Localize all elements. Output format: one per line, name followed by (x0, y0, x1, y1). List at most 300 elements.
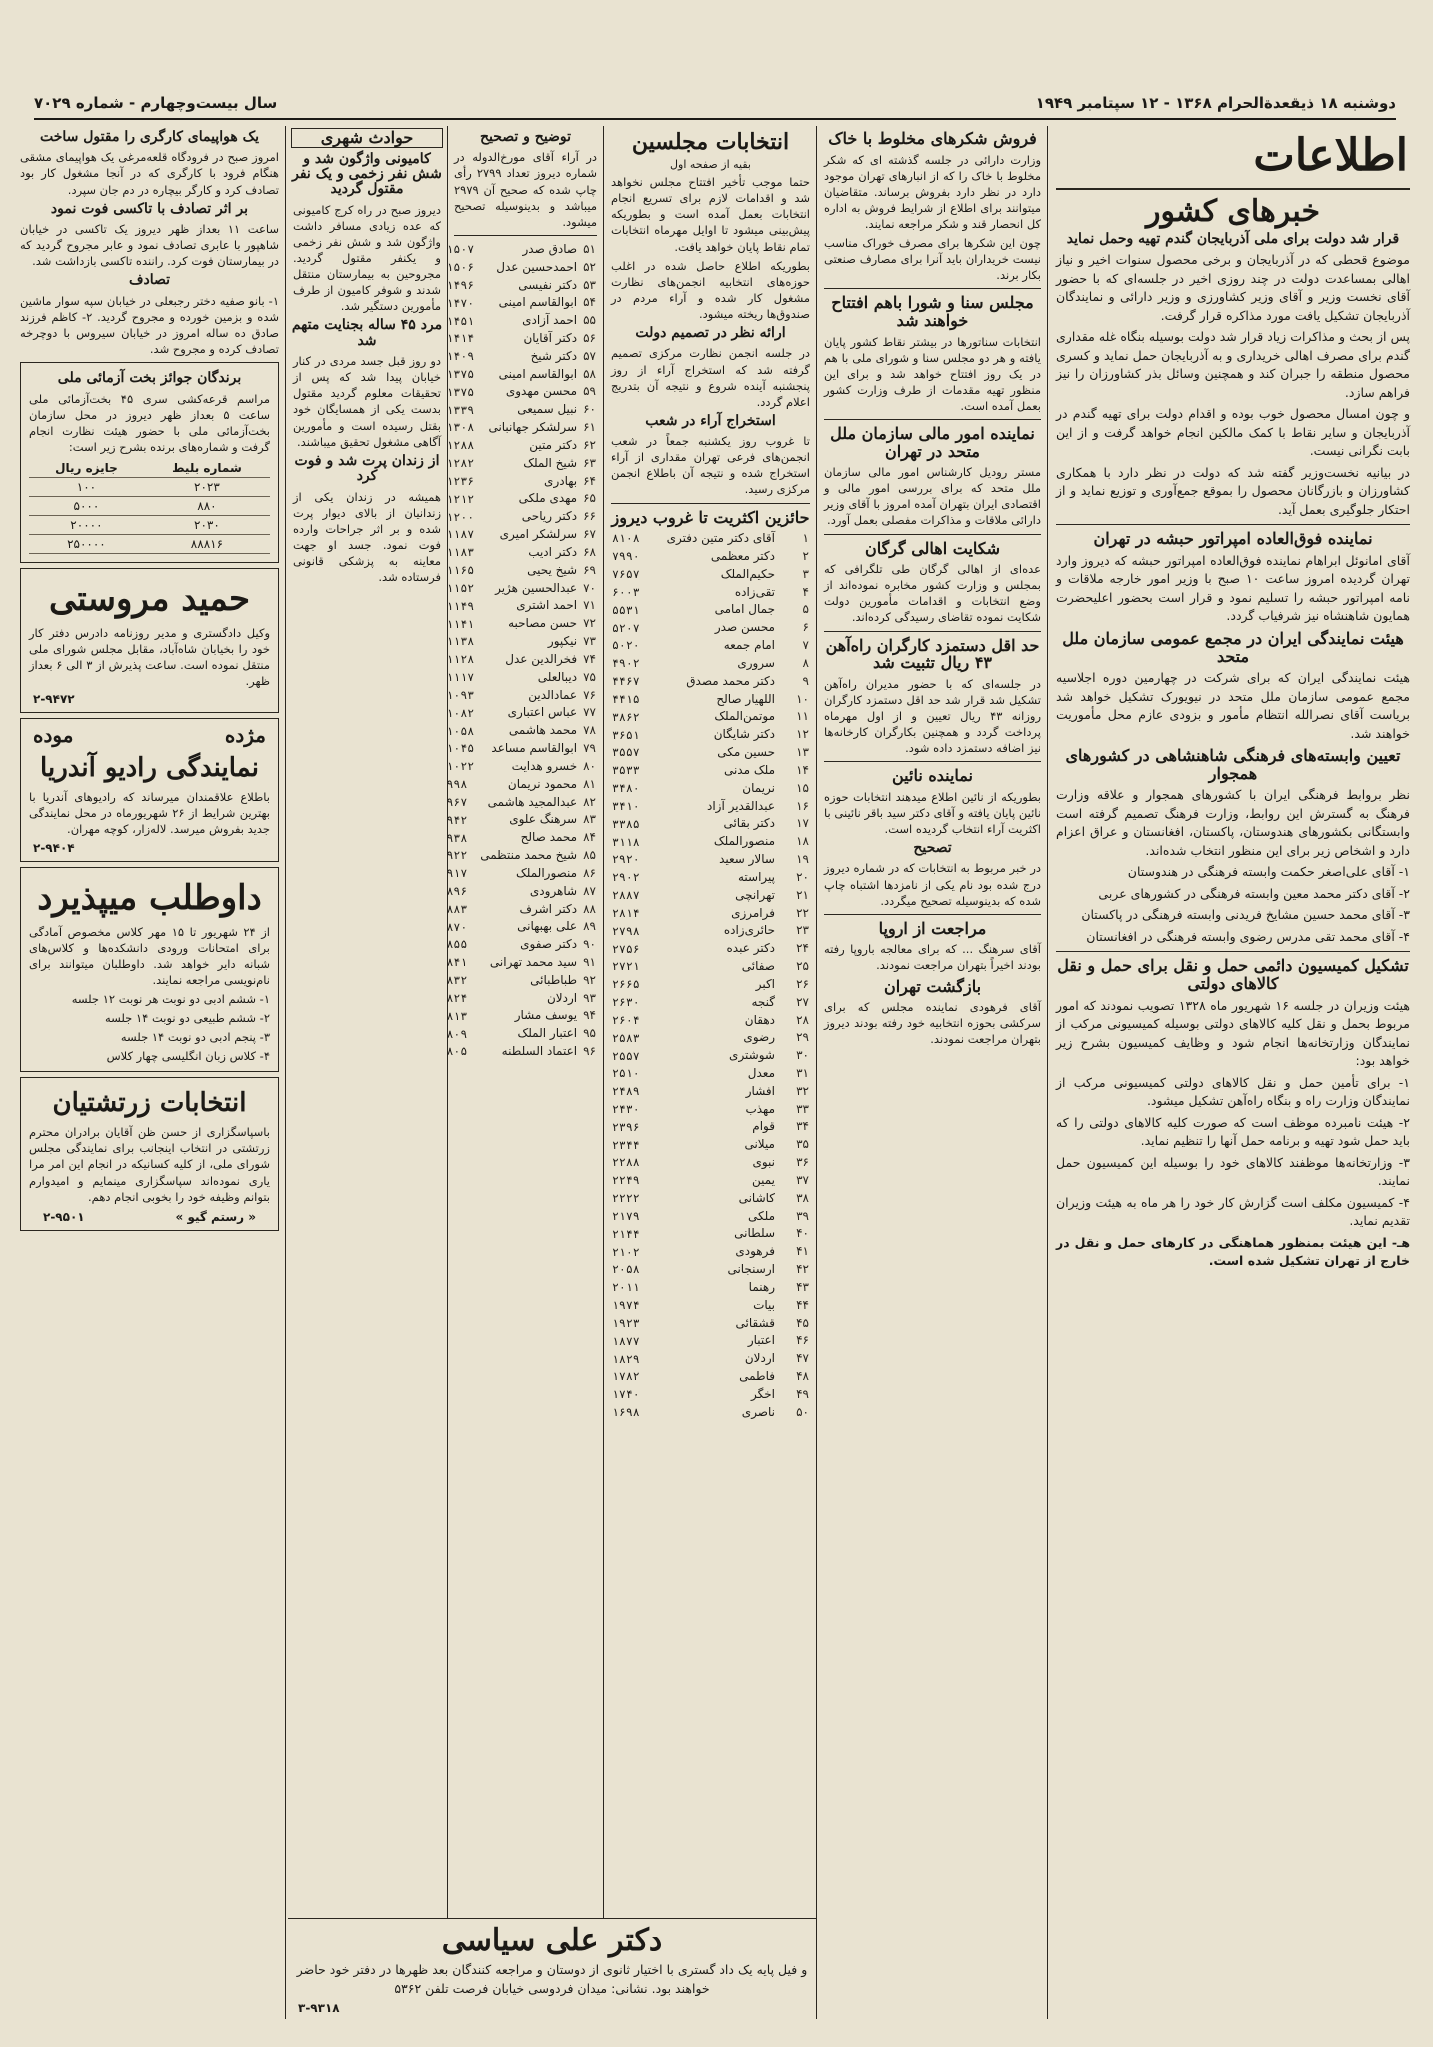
candidate-name: ارسنجانی (727, 1262, 775, 1277)
row-index: ۲۶ (796, 976, 809, 991)
candidate-name: دکتر معظمی (710, 548, 775, 563)
vote-count: ۱۶۹۸ (612, 1405, 640, 1420)
row-index: ۶ (802, 620, 809, 635)
ad-title: انتخابات زرتشتیان (52, 1088, 247, 1119)
table-row (609, 1315, 812, 1333)
table-row (443, 758, 599, 776)
table-header: شماره بلیط (144, 459, 270, 478)
ad-text: وکیل دادگستری و مدیر روزنامه دادرس دفتر کار خود را بخیابان شاه‌آباد، مقابل مجلس شورای ملی منتقل نموده است. ساعت پذیرش از ۳ الی ۶ بعداز ظهر. (29, 625, 270, 689)
column-rule (1047, 126, 1048, 2019)
article-title: مجلس سنا و شورا باهم افتتاح خواهند شد (831, 293, 1034, 330)
table-row (443, 526, 599, 544)
table-row (443, 776, 599, 794)
masthead: اطلاعات (1253, 130, 1408, 181)
vote-count: ۱۸۲۹ (612, 1351, 640, 1366)
vote-count: ۲۱۷۹ (612, 1208, 640, 1223)
article-text: بطوریکه از نائین اطلاع میدهند انتخابات حوزه نائین پایان یافته و آقای دکتر سید باقر نائینی با اکثریت آراء انتخاب گردیده است. (824, 789, 1041, 836)
row-index: ۹۳ (583, 990, 596, 1005)
article-text: آقای سرهنگ ... که برای معالجه باروپا رفته بودند اخیراً بتهران مراجعت نمودند. (824, 942, 1041, 973)
table-row (443, 740, 599, 758)
candidate-name: دکتر صفوی (520, 937, 578, 952)
table-row (609, 1172, 812, 1190)
candidate-name: نبوی (752, 1155, 775, 1170)
row-index: ۲۳ (796, 923, 809, 938)
table-row (609, 655, 812, 673)
vote-count: ۲۵۵۷ (612, 1048, 640, 1063)
vote-count: ۳۳۸۵ (612, 816, 640, 831)
row-index: ۴۸ (796, 1369, 809, 1384)
advertisement (20, 568, 279, 713)
row-index: ۵۶ (583, 331, 596, 345)
row-index: ۱ (802, 531, 809, 546)
table-cell: ۲۰۰۰۰ (29, 515, 144, 534)
divider (1056, 951, 1410, 952)
candidate-name: سید محمد تهرانی (489, 954, 578, 969)
vote-count: ۸۴۱ (446, 955, 468, 970)
candidate-name: احمد اشتری (516, 598, 578, 613)
candidate-name: امام جمعه (723, 638, 775, 653)
vote-count: ۱۳۷۵ (446, 384, 475, 399)
vote-count: ۱۰۲۲ (446, 759, 475, 774)
ad-code: ۲-۹۴۰۴ (33, 840, 75, 855)
city-events (287, 126, 447, 2019)
table-row (443, 936, 599, 954)
row-index: ۴۵ (796, 1315, 809, 1330)
table-row (443, 829, 599, 847)
vote-count: ۲۴۸۹ (612, 1084, 640, 1099)
vote-count: ۱۲۸۸ (446, 438, 475, 453)
candidate-name: جمال امامی (714, 602, 775, 617)
table-row (443, 294, 599, 312)
row-index: ۳ (802, 566, 809, 581)
vote-count: ۱۳۰۸ (446, 420, 475, 435)
candidate-name: سالار سعید (719, 852, 775, 867)
row-index: ۴۰ (796, 1226, 809, 1241)
row-index: ۶۵ (583, 491, 596, 506)
vote-count: ۸۹۶ (446, 884, 468, 898)
candidate-name: سرهنگ علوی (509, 812, 578, 827)
candidate-name: فاطمی (739, 1369, 775, 1384)
candidate-name: معدل (747, 1066, 775, 1080)
vote-count: ۱۴۱۴ (446, 331, 475, 346)
table-cell: ۲۰۲۳ (144, 477, 270, 496)
candidate-name: شاهرودی (529, 883, 578, 898)
article-text: ۱- بانو صفیه دختر رجبعلی در خیابان سپه سوار ماشین شده و بزمین خورده و مجروح گردید. ۲- کاظم فرزند صادق ده ساله امروز در خیابان سیروس با دوچرخه تصادف کرده و مجروح شد. (20, 293, 280, 357)
row-index: ۴۴ (796, 1297, 809, 1312)
candidate-name: قشقائی (735, 1315, 775, 1330)
row-index: ۳۵ (796, 1137, 809, 1152)
row-index: ۱۷ (796, 816, 809, 831)
article-title: ارائه نظر در تصمیم دولت (635, 325, 786, 342)
vote-count: ۹۱۷ (446, 866, 468, 881)
vote-count: ۳۱۱۸ (612, 834, 640, 849)
candidate-name: یمین (751, 1172, 775, 1187)
candidate-name: حائری‌زاده (723, 923, 775, 938)
vote-count: ۱۱۵۲ (446, 580, 475, 595)
vote-count: ۹۹۸ (446, 777, 468, 792)
row-index: ۳۱ (796, 1066, 809, 1080)
candidate-name: دکتر شیخ (530, 348, 578, 363)
vote-count: ۴۹۰۲ (612, 656, 640, 671)
article-title: از زندان پرت شد و فوت کرد (294, 452, 440, 485)
ad-corner-label: موده (33, 723, 74, 748)
vote-count: ۸۷۰ (446, 919, 468, 934)
vote-count: ۹۶۷ (446, 794, 468, 809)
row-index: ۶۲ (583, 437, 596, 452)
vote-count: ۷۹۹۰ (612, 549, 640, 564)
vote-count: ۱۸۷۷ (612, 1333, 640, 1348)
table-row (609, 584, 812, 602)
divider (824, 914, 1041, 915)
article-text: هیئت نمایندگی ایران که برای شرکت در چهارمین دوره اجلاسیه مجمع عمومی سازمان ملل متحد در نیویورک تشکیل خواهد شد بریاست آقای نصرالله انتظام مأمور و بزودی عازم محل مأموریت خواهند شد. (1056, 670, 1410, 741)
article-title: مراجعت از اروپا (878, 918, 987, 938)
article-title: تصحیح (913, 840, 952, 857)
table-row (609, 958, 812, 976)
candidate-name: اللهیار صالح (716, 691, 775, 706)
row-index: ۳۳ (796, 1101, 809, 1116)
list-item: ۱- برای تأمین حمل و نقل کالاهای دولتی کمیسیونی مرکب از نمایندگان وزارت راه و بنگاه راه‌آهن تشکیل میشود. (1056, 1074, 1410, 1109)
table-row (443, 883, 599, 901)
vote-count: ۱۰۵۸ (446, 723, 475, 738)
vote-count: ۲۴۳۰ (612, 1101, 640, 1116)
candidate-name: حسین مکی (717, 745, 775, 760)
ad-title: داوطلب میپذیرد (37, 877, 262, 918)
table-row (443, 1007, 599, 1025)
row-index: ۲۸ (796, 1012, 809, 1027)
column-ads (14, 126, 285, 2019)
article-text: بطوریکه اطلاع حاصل شده در اغلب حوزه‌های انتخابیه انجمن‌های نظارت مشغول کار شده و آراء مردم در صندوق‌ها ریخته میشود. (611, 258, 810, 321)
table-row (609, 619, 812, 637)
candidate-name: اعتماد السلطنه (501, 1044, 578, 1059)
row-index: ۱۳ (796, 745, 809, 760)
table-row (443, 651, 599, 669)
row-index: ۱۸ (796, 834, 809, 849)
table-row (609, 1404, 812, 1422)
list-item: ۳- آقای محمد حسین مشایخ فریدنی وابسته فرهنگی در پاکستان (1081, 907, 1410, 923)
candidate-name: خسرو هدایت (511, 758, 578, 773)
row-index: ۴۱ (796, 1244, 809, 1259)
table-row (443, 259, 599, 277)
candidate-name: نریمان (742, 780, 775, 795)
divider (824, 631, 1041, 632)
article-text: آقای فرهودی نماینده مجلس که برای سرکشی بحوزه انتخابیه خود رفته بودند دیروز بتهران مراجعت نمودند. (824, 1000, 1041, 1047)
table-row (443, 401, 599, 419)
ad-corner-label: مژده (224, 723, 266, 748)
table-row (609, 1136, 812, 1154)
candidate-name: دهقان (744, 1012, 775, 1027)
table-cell: ۵۰۰۰ (29, 496, 144, 515)
row-index: ۲۰ (796, 869, 809, 884)
table-row (609, 1101, 812, 1119)
table-row (609, 994, 812, 1012)
results-table (609, 530, 812, 1421)
article-text: ساعت ۱۱ بعداز ظهر دیروز یک تاکسی در خیابان شاهپور با عابری تصادف نمود و عابر مجروح گردید که در بیمارستان فوت کرد. راننده تاکسی بازداشت شد. (20, 222, 280, 269)
vote-count: ۱۱۶۵ (446, 563, 475, 578)
row-index: ۱۵ (796, 780, 809, 795)
vote-count: ۸۱۰۸ (612, 531, 640, 546)
candidate-name: اعتبار الملک (517, 1026, 578, 1041)
candidate-name: ابوالقاسم امینی (498, 366, 578, 381)
candidate-name: دیبالعلی (537, 669, 578, 684)
article-title: بر اثر تصادف با تاکسی فوت نمود (50, 200, 249, 217)
article-title: حائزین اکثریت تا غروب دیروز (611, 507, 810, 527)
vote-count: ۱۱۴۹ (446, 598, 475, 613)
vote-count: ۳۸۶۲ (612, 709, 640, 724)
candidate-name: شیخ محمد منتظمی (480, 848, 578, 863)
table-row (443, 722, 599, 740)
vote-count: ۳۴۸۰ (612, 781, 640, 796)
article-title: نماینده امور مالی سازمان ملل متحد در تهران (830, 424, 1035, 461)
candidate-name: اردلان (744, 1351, 775, 1366)
candidate-name: ناصری (741, 1404, 775, 1419)
list-item: ۴- کمیسیون مکلف است گزارش کار خود را هر ماه به هیئت وزیران تقدیم نماید. (1056, 1194, 1410, 1229)
row-index: ۹۶ (583, 1044, 596, 1059)
vote-count: ۳۴۱۰ (612, 798, 640, 813)
candidate-name: رضوی (743, 1030, 775, 1045)
ad-code: ۲-۹۴۷۲ (33, 692, 75, 707)
vote-count: ۴۴۶۷ (612, 674, 640, 689)
article-title: شکایت اهالی گرگان (864, 538, 1001, 558)
table-row (609, 815, 812, 833)
candidate-name: عبدالمجید هاشمی (487, 794, 578, 809)
row-index: ۲۱ (796, 887, 809, 902)
list-item: ۳- پنجم ادبی دو نوبت ۱۴ جلسه (120, 1030, 270, 1045)
row-index: ۶۷ (583, 527, 596, 542)
candidate-name: صادق صدر (522, 241, 578, 256)
article-text: هیئت وزیران در جلسه ۱۶ شهریور ماه ۱۳۲۸ تصویب نمودند که امور مربوط بحمل و نقل کلیه کالاهای دولتی بوسیله کمیسیونی مرکب از نمایندگان وزارتخانه‌ها انجام شود و وظایف کمیسیون بشرح زیر خواهد بود: (1056, 997, 1410, 1069)
advertisement-bottom (288, 1918, 816, 2019)
row-index: ۲۹ (796, 1030, 809, 1045)
vote-count: ۱۱۴۱ (446, 616, 475, 631)
row-index: ۵۹ (583, 384, 596, 399)
article-text: انتخابات سناتورها در بیشتر نقاط کشور پایان یافته و هر دو مجلس سنا و شورای ملی با هم در یک روز افتتاح خواهد شد و برای این منظور تهیه مقدمات از طرف وزارت کشور بعمل آمده است. (824, 334, 1041, 413)
row-index: ۸۹ (583, 919, 596, 934)
table-row (609, 1350, 812, 1368)
vote-count: ۱۱۸۷ (446, 527, 475, 542)
row-index: ۶۱ (583, 420, 596, 435)
table-row (609, 940, 812, 958)
table-row (609, 869, 812, 887)
vote-count: ۲۱۴۴ (612, 1226, 640, 1241)
candidate-name: شوشتری (729, 1048, 775, 1063)
row-index: ۳۹ (796, 1208, 809, 1223)
divider (1056, 188, 1410, 190)
table-row (443, 580, 599, 598)
candidate-name: دکتر اشرف (519, 901, 578, 916)
vote-count: ۵۵۳۱ (612, 602, 640, 617)
candidate-name: محمد صالح (520, 830, 578, 845)
ad-text: و فیل پایه یک داد گستری با اختیار ثانوی از دوستان و مراجعه کنندگان بعد ظهرها در دفتر خود حاضر خواهند بود. نشانی: میدان فردوسی خیابان فرصت تلفن ۵۳۶۲ (296, 1962, 808, 1996)
candidate-name: علی بهبهانی (517, 919, 578, 934)
row-index: ۸۰ (583, 758, 596, 773)
divider (824, 534, 1041, 535)
article-title: تصادف (128, 272, 171, 289)
row-index: ۳۴ (796, 1119, 809, 1134)
table-row (443, 348, 599, 366)
candidate-name: دکتر عبده (726, 941, 775, 956)
vote-count: ۲۹۲۰ (612, 852, 640, 867)
table-row (609, 744, 812, 762)
candidate-name: ملک مدنی (723, 762, 775, 777)
candidate-name: دکتر ادیب (528, 544, 578, 559)
row-index: ۸۵ (583, 848, 596, 863)
vote-count: ۱۵۰۶ (446, 260, 475, 275)
candidate-name: سرلشکر امیری (499, 527, 578, 542)
article-text: امروز صبح در فرودگاه قلعه‌مرغی یک هواپیمای مشقی هنگام فرود با کارگری که در آنجا مشغول کار بود تصادف کرد و کارگر بیچاره در دم جان سپرد. (20, 150, 279, 197)
table-row (609, 1083, 812, 1101)
candidate-name: محمود نریمان (507, 776, 578, 791)
table-row (609, 1190, 812, 1208)
list-item: ۱- آقای علی‌اصغر حکمت وابسته فرهنگی در هندوستان (1127, 864, 1410, 880)
table-row (609, 548, 812, 566)
vote-count: ۵۲۰۷ (612, 620, 640, 635)
candidate-name: شیخ یحیی (527, 562, 578, 577)
vote-count: ۲۲۴۹ (612, 1173, 640, 1188)
article-title: توضیح و تصحیح (479, 129, 572, 145)
article-title: حد اقل دستمزد کارگران راه‌آهن ۴۳ ریال تثبیت شد (825, 635, 1040, 673)
vote-count: ۱۲۸۲ (446, 456, 475, 471)
vote-count: ۱۰۴۵ (446, 741, 475, 756)
table-row (609, 1208, 812, 1226)
table-row (609, 905, 812, 923)
table-row (443, 383, 599, 401)
divider (611, 503, 810, 504)
article-text: در جلسه‌ای که با حضور مدیران راه‌آهن تشکیل شد قرار شد حد اقل دستمزد کارگران روزانه ۴۳ ریال تعیین و از اول مهرماه پرداخت گردد و همچنین بکارگران کارخانه‌ها نیز اضافه دستمزد داده شود. (824, 676, 1041, 756)
candidate-name: محمد هاشمی (508, 723, 578, 738)
article-text: عده‌ای از اهالی گرگان طی تلگرافی که بمجلس و وزارت کشور مخابره نموده‌اند از وضع انتخابات و اقدامات مأمورین دولت شکایت نموده تقاضای رسیدگی کرده‌اند. (824, 562, 1041, 625)
row-index: ۸۱ (583, 776, 596, 791)
table-row (443, 669, 599, 687)
table-row (443, 544, 599, 562)
vote-count: ۳۵۵۷ (612, 745, 640, 760)
divider (1056, 524, 1410, 525)
ad-code: ۲-۹۵۰۱ (43, 1209, 85, 1224)
table-row (609, 798, 812, 816)
vote-count: ۱۲۰۰ (446, 509, 475, 524)
candidate-name: حکیم‌الملک (720, 566, 775, 581)
vote-count: ۱۴۰۹ (446, 349, 475, 364)
vote-count: ۲۷۵۶ (612, 941, 640, 956)
table-row (443, 918, 599, 936)
table-row (609, 762, 812, 780)
table-row (609, 1261, 812, 1279)
candidate-name: ابوالقاسم مساعد (491, 741, 578, 756)
candidate-name: عبدالقدیر آزاد (706, 798, 775, 813)
table-row (443, 901, 599, 919)
table-row (443, 633, 599, 651)
article-title: نماینده نائین (892, 766, 973, 786)
column-rule (816, 126, 817, 2019)
ad-text: از ۲۴ شهریور تا ۱۵ مهر کلاس مخصوص آمادگی برای امتحانات ورودی دانشکده‌ها و کلاس‌های شبانه دایر خواهد شد. داوطلبان میتوانند برای نام‌نویسی مراجعه نمایند. (29, 924, 270, 987)
candidate-name: دکتر ریاحی (521, 509, 578, 524)
table-row (609, 530, 812, 548)
row-index: ۱۴ (796, 762, 809, 777)
ad-text: باسپاسگزاری از حسن ظن آقایان برادران محترم زرتشتی در انتخاب اینجانب برای نمایندگی مجلس شورای ملی، از کلیه کسانیکه در انجام این امر مرا یاری نموده‌اند سپاسگزاری مینمایم و امیدوارم بتوانم وظیفه خود را بخوبی انجام دهم. (29, 1125, 270, 1204)
row-index: ۴۹ (796, 1386, 809, 1401)
vote-count: ۸۲۴ (446, 990, 468, 1005)
vote-count: ۱۱۳۸ (446, 634, 475, 649)
vote-count: ۱۴۹۶ (446, 277, 475, 292)
candidate-name: دکتر نفیسی (518, 277, 578, 292)
row-index: ۷ (802, 638, 809, 653)
results-table (443, 241, 599, 1061)
table-header: جایزه ریال (29, 459, 144, 478)
row-index: ۴۲ (796, 1262, 809, 1277)
column-rule (285, 126, 286, 2019)
candidate-name: اکبر (755, 976, 775, 991)
table-row (443, 241, 599, 259)
table-row (609, 1012, 812, 1030)
newspaper-page (14, 38, 1416, 2033)
table-row (443, 366, 599, 384)
article-text: و چون امسال محصول خوب بوده و اقدام دولت برای تهیه گندم در آذربایجان و سایر نقاط با کمک مالکین انجام خواهد گرفت و از این بابت نگرانی نیست. (1056, 406, 1410, 459)
candidate-name: احمدحسین عدل (496, 259, 578, 274)
list-item: ۴- کلاس زبان انگلیسی چهار کلاس (106, 1049, 270, 1064)
article-text: چون این شکرها برای مصرف خوراک مناسب نیست خریداران باید آنرا برای مصارف صنعتی بکار برند. (824, 236, 1041, 283)
candidate-name: قوام (752, 1119, 775, 1134)
candidate-name: بیات (753, 1297, 775, 1312)
column-elections (605, 126, 816, 2019)
article-text: همیشه در زندان یکی از زندانیان از بالای دیوار پرت شده و بر اثر جراحات وارده فوت نمود. جسد او جهت معاینه به پزشکی قانونی فرستاده شد. (293, 489, 441, 585)
article-text: در آراء آقای مورخ‌الدوله در شماره دیروز تعداد ۲۷۹۹ رأی چاپ شده که صحیح آن ۲۹۷۹ میباشد و بدینوسیله تصحیح میشود. (454, 150, 597, 229)
table-row (443, 1043, 599, 1061)
vote-count: ۲۵۱۰ (612, 1066, 640, 1081)
table-row (443, 508, 599, 526)
row-index: ۹۱ (583, 954, 596, 969)
row-index: ۳۸ (796, 1190, 809, 1205)
table-row (609, 673, 812, 691)
advertisement (20, 718, 279, 861)
article-text: در بیانیه نخست‌وزیر گفته شد که دولت در نظر دارد با همکاری کشاورزان و بازرگانان محصول را بموقع جمع‌آوری و توزیع نماید و از احتکار جلوگیری بعمل آید. (1056, 464, 1410, 517)
candidate-name: دکتر محمد مصدق (686, 673, 775, 688)
candidate-name: فخرالدین عدل (505, 651, 578, 666)
row-index: ۵۵ (583, 313, 596, 328)
row-index: ۶۳ (583, 455, 596, 470)
article-title: برندگان جوائز بخت آزمائی ملی (57, 370, 242, 387)
advertisement (20, 867, 279, 1073)
row-index: ۲۲ (796, 905, 809, 920)
candidate-name: مهذب (745, 1101, 775, 1116)
vote-count: ۸۵۵ (446, 937, 468, 952)
issue-header (34, 94, 1396, 120)
vote-count: ۱۰۹۳ (446, 687, 475, 702)
table-row (609, 833, 812, 851)
article-title: کامیونی واژگون شد و شش نفر زخمی و یک نفر مقتول گردید (292, 150, 442, 198)
article-title: مرد ۴۵ ساله بجنایت متهم شد (291, 317, 443, 349)
candidate-name: اردلان (546, 990, 578, 1005)
divider (824, 419, 1041, 420)
table-row (609, 851, 812, 869)
table-row (443, 455, 599, 473)
table-row (609, 1029, 812, 1047)
article-title: نماینده فوق‌العاده امپراتور حبشه در تهران (1093, 529, 1373, 549)
ad-title: نمایندگی رادیو آندریا (40, 753, 259, 784)
table-row (443, 437, 599, 455)
table-row (443, 972, 599, 990)
candidate-name: محسن صدر (714, 620, 775, 635)
row-index: ۶۸ (583, 544, 596, 559)
table-row (609, 1279, 812, 1297)
vote-count: ۲۸۸۷ (612, 888, 640, 903)
vote-count: ۱۰۸۲ (446, 705, 475, 720)
article-title: استخراج آراء در شعب (645, 412, 776, 429)
table-row (609, 691, 812, 709)
vote-count: ۲۲۲۲ (612, 1191, 640, 1206)
ad-signature: « رستم گیو » (175, 1209, 256, 1224)
row-index: ۵۲ (583, 259, 596, 274)
row-index: ۷۳ (583, 634, 596, 649)
table-row (609, 1225, 812, 1243)
